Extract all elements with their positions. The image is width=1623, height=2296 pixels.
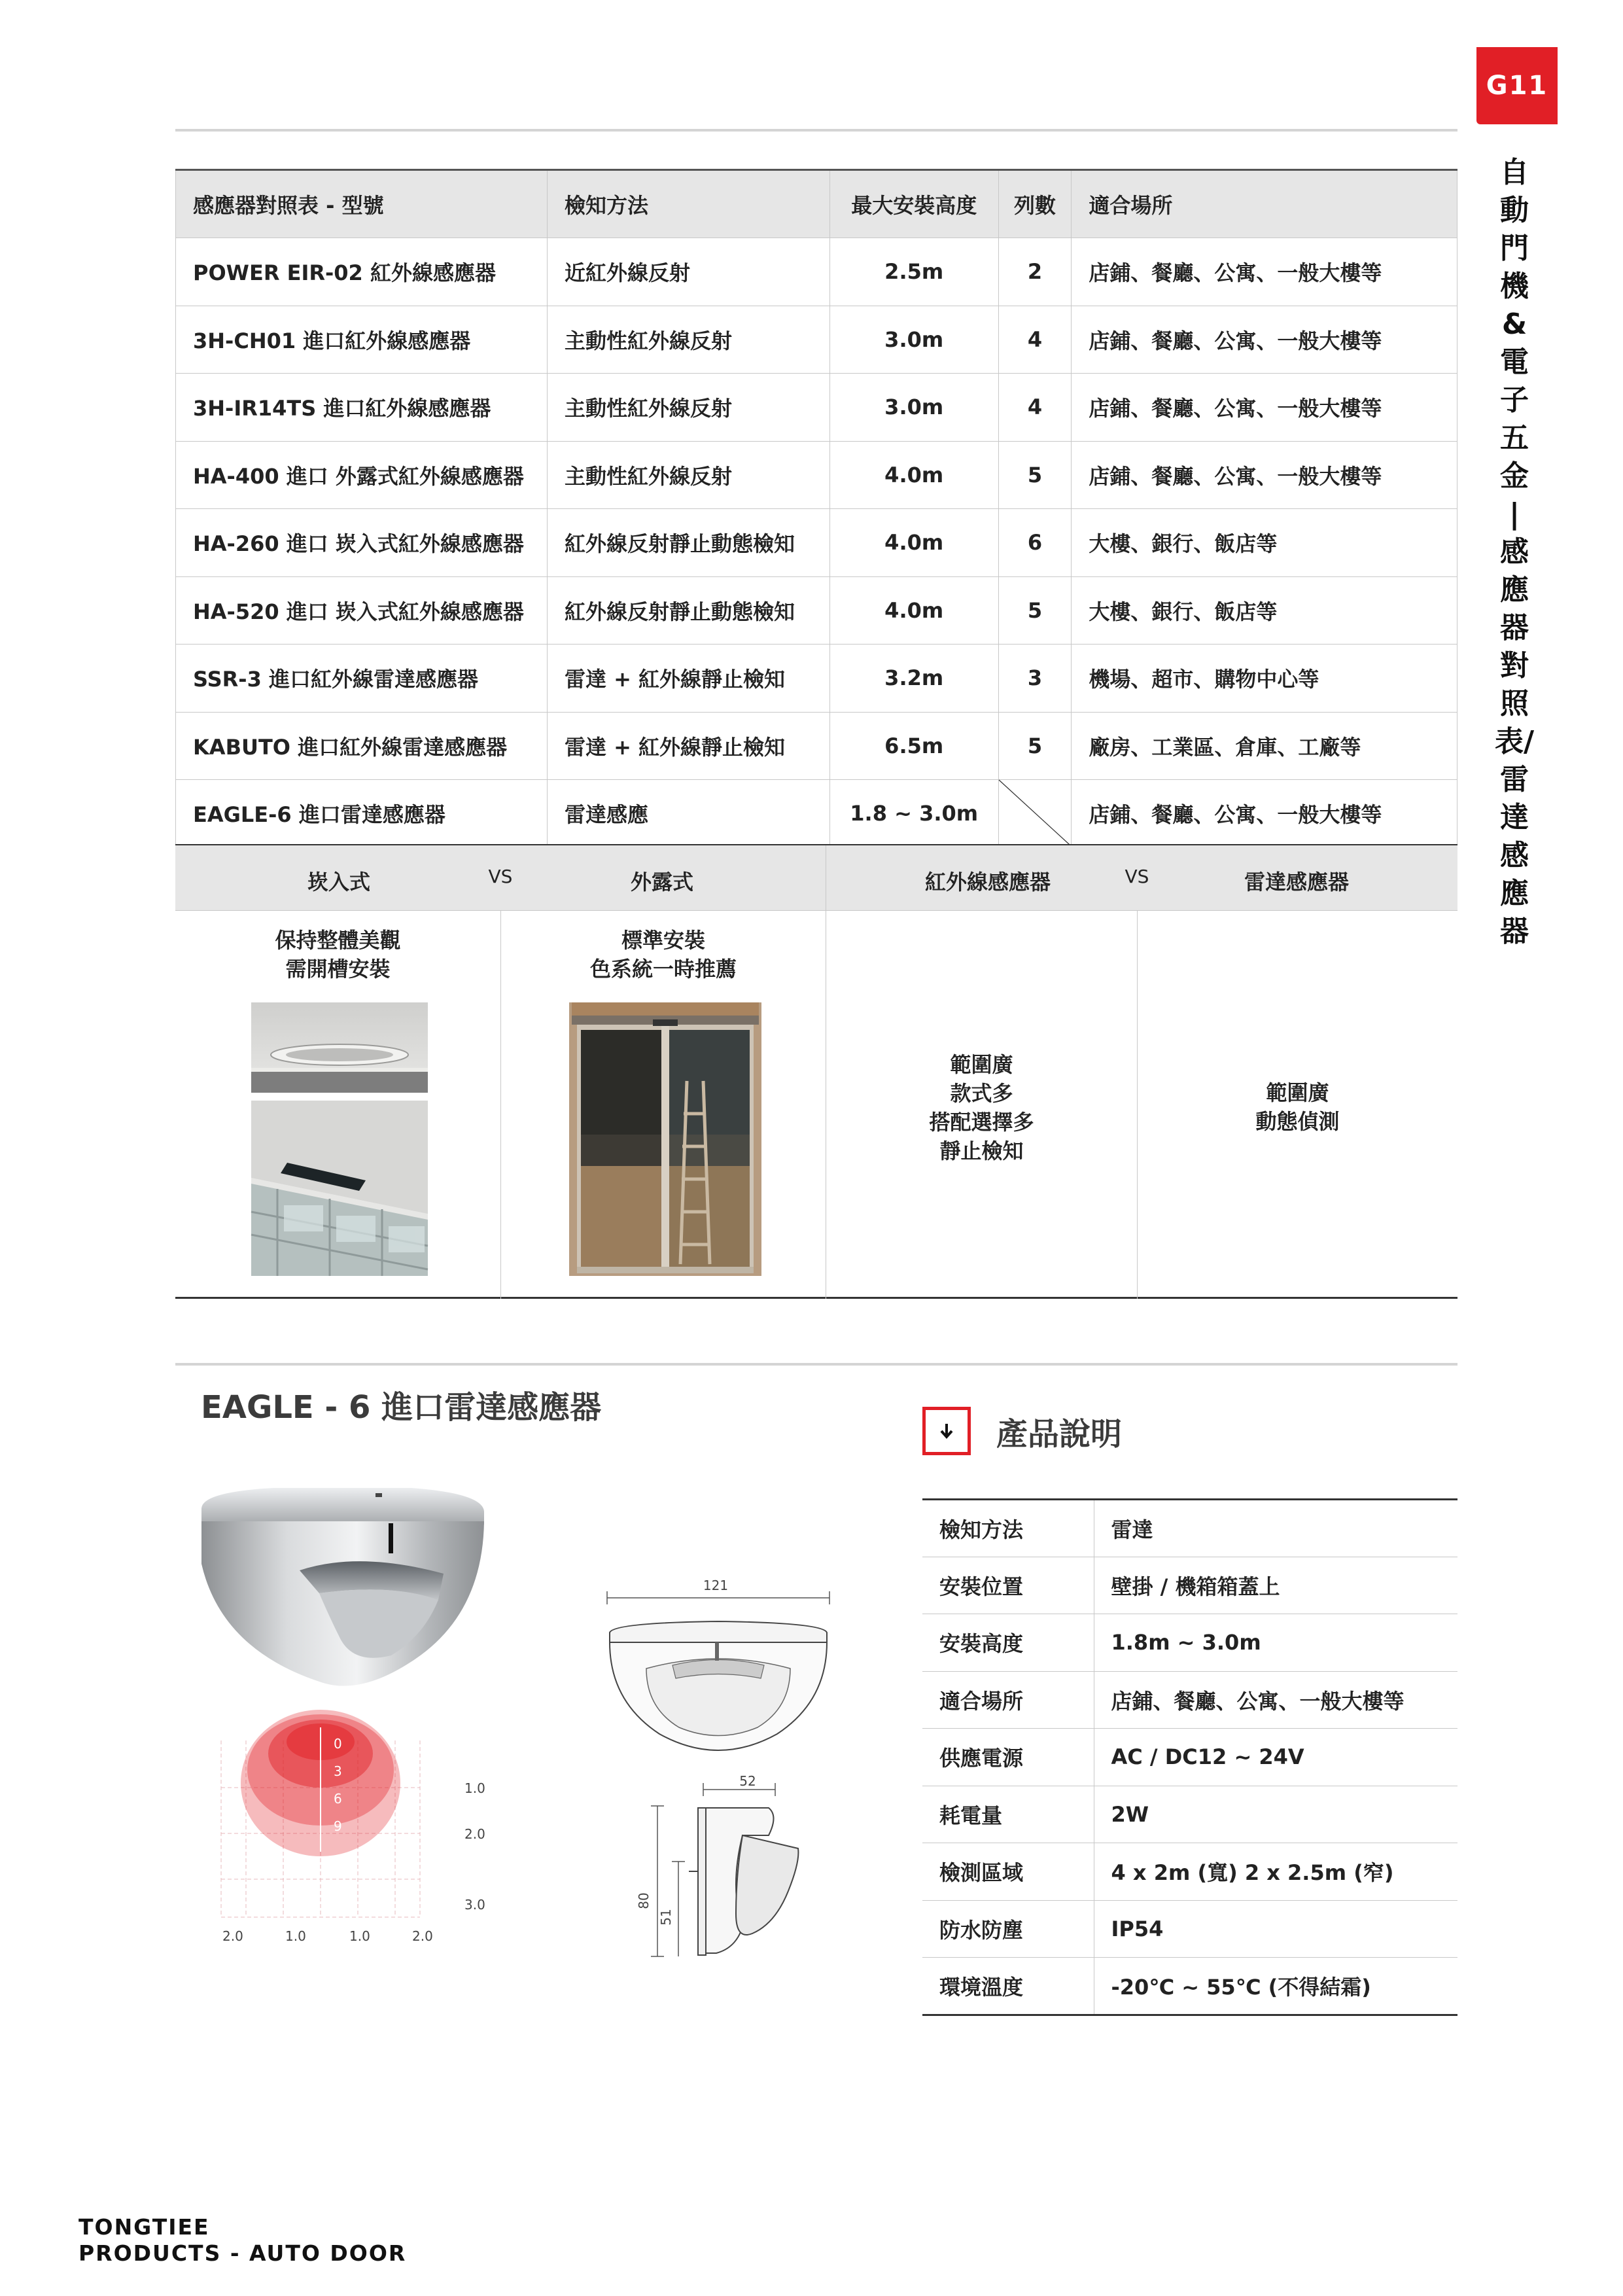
cell-places: 店鋪、餐廳、公寓、一般大樓等 (1072, 441, 1457, 509)
front-dimension-drawing (601, 1577, 837, 1767)
cell-rows: 3 (998, 645, 1072, 713)
cell-rows-empty (998, 780, 1072, 848)
cell-method: 近紅外線反射 (547, 238, 829, 306)
infrared-desc: 範圍廣 款式多 搭配選擇多 靜止檢知 (929, 1052, 1034, 1163)
cell-model: KABUTO 進口紅外線雷達感應器 (176, 712, 548, 780)
footer-line-1: TONGTIEE (79, 2214, 210, 2240)
section-divider (175, 1363, 1457, 1366)
x-tick: 2.0 (412, 1928, 433, 1944)
header-places: 適合場所 (1072, 170, 1457, 238)
cell-method: 主動性紅外線反射 (547, 374, 829, 442)
cell-model: POWER EIR-02 紅外線感應器 (176, 238, 548, 306)
cell-method: 主動性紅外線反射 (547, 441, 829, 509)
spec-value: IP54 (1094, 1900, 1457, 1958)
spec-label: 環境溫度 (922, 1958, 1094, 2015)
cell-model: HA-400 進口 外露式紅外線感應器 (176, 441, 548, 509)
x-tick: 1.0 (285, 1928, 306, 1944)
dim-height-body: 51 (658, 1909, 674, 1926)
spec-title: 產品說明 (996, 1416, 1123, 1453)
spec-label: 安裝位置 (922, 1557, 1094, 1614)
cell-method: 紅外線反射靜止動態檢知 (547, 576, 829, 645)
y-tick: 1.0 (464, 1780, 485, 1796)
detection-area-chart (208, 1727, 483, 1943)
cell-model: HA-260 進口 崁入式紅外線感應器 (176, 509, 548, 577)
cell-method: 雷達感應 (547, 780, 829, 848)
cell-places: 店鋪、餐廳、公寓、一般大樓等 (1072, 306, 1457, 374)
spec-table (922, 1498, 1457, 2016)
spec-value: 店鋪、餐廳、公寓、一般大樓等 (1094, 1671, 1457, 1729)
header-method: 檢知方法 (547, 170, 829, 238)
angle-label: 3 (334, 1763, 342, 1779)
product-title: EAGLE - 6 進口雷達感應器 (201, 1389, 602, 1426)
side-dimension-drawing (636, 1773, 821, 1966)
spec-value: AC / DC12 ~ 24V (1094, 1729, 1457, 1786)
cell-model: HA-520 進口 崁入式紅外線感應器 (176, 576, 548, 645)
radar-desc: 範圍廣 動態偵測 (1255, 1080, 1340, 1134)
cell-height: 4.0m (829, 441, 998, 509)
spec-value: 2W (1094, 1786, 1457, 1843)
cell-places: 大樓、銀行、飯店等 (1072, 509, 1457, 577)
header-height: 最大安裝高度 (829, 170, 998, 238)
cell-model: 3H-IR14TS 進口紅外線感應器 (176, 374, 548, 442)
header-model: 感應器對照表 - 型號 (176, 170, 548, 238)
cell-height: 3.0m (829, 306, 998, 374)
angle-label: 0 (334, 1736, 342, 1752)
cell-places: 機場、超市、購物中心等 (1072, 645, 1457, 713)
table-row (176, 509, 1457, 577)
dim-height-total: 80 (636, 1892, 652, 1909)
cell-height: 6.5m (829, 712, 998, 780)
spec-value: 1.8m ~ 3.0m (1094, 1614, 1457, 1672)
footer-line-2: PRODUCTS - AUTO DOOR (79, 2240, 407, 2266)
header-rows: 列數 (998, 170, 1072, 238)
spec-value: 壁掛 / 機箱箱蓋上 (1094, 1557, 1457, 1614)
cell-height: 3.2m (829, 645, 998, 713)
angle-label: 6 (334, 1791, 342, 1807)
table-row (176, 374, 1457, 442)
dim-width-side: 52 (739, 1773, 756, 1789)
cell-method: 雷達 + 紅外線靜止檢知 (547, 645, 829, 713)
table-row (176, 712, 1457, 780)
cell-model: 3H-CH01 進口紅外線感應器 (176, 306, 548, 374)
spec-row (922, 1900, 1457, 1958)
cell-places: 店鋪、餐廳、公寓、一般大樓等 (1072, 780, 1457, 848)
table-header-row (176, 170, 1457, 238)
spec-row (922, 1614, 1457, 1672)
cell-rows: 5 (998, 441, 1072, 509)
x-tick: 2.0 (222, 1928, 243, 1944)
table-row (176, 441, 1457, 509)
spec-label: 適合場所 (922, 1671, 1094, 1729)
page-tag: G11 (1476, 47, 1558, 124)
y-tick: 2.0 (464, 1826, 485, 1842)
spec-label: 耗電量 (922, 1786, 1094, 1843)
exposed-door-photo (569, 1002, 761, 1276)
vs-label-right: VS (1125, 866, 1149, 887)
spec-value: 4 x 2m (寬) 2 x 2.5m (窄) (1094, 1843, 1457, 1901)
vs-label-left: VS (488, 866, 513, 887)
radar-label: 雷達感應器 (1244, 870, 1349, 894)
table-row (176, 306, 1457, 374)
infrared-label: 紅外線感應器 (924, 870, 1051, 894)
spec-label: 防水防塵 (922, 1900, 1094, 1958)
cell-height: 1.8 ~ 3.0m (829, 780, 998, 848)
exposed-label: 外露式 (630, 870, 693, 894)
spec-row (922, 1671, 1457, 1729)
cell-height: 4.0m (829, 576, 998, 645)
cell-method: 雷達 + 紅外線靜止檢知 (547, 712, 829, 780)
cell-rows: 6 (998, 509, 1072, 577)
table-row (176, 780, 1457, 848)
cell-height: 2.5m (829, 238, 998, 306)
footer-brand (79, 2214, 406, 2267)
cell-places: 大樓、銀行、飯店等 (1072, 576, 1457, 645)
spec-value: 雷達 (1094, 1500, 1457, 1557)
spec-label: 檢知方法 (922, 1500, 1094, 1557)
cell-places: 廠房、工業區、倉庫、工廠等 (1072, 712, 1457, 780)
table-row (176, 645, 1457, 713)
cell-rows: 4 (998, 374, 1072, 442)
table-row (176, 238, 1457, 306)
embedded-header-photo (251, 1101, 428, 1276)
cell-model: SSR-3 進口紅外線雷達感應器 (176, 645, 548, 713)
cell-rows: 5 (998, 576, 1072, 645)
spec-row (922, 1500, 1457, 1557)
spec-label: 安裝高度 (922, 1614, 1094, 1672)
comparison-table (175, 169, 1457, 849)
spec-label: 檢測區域 (922, 1843, 1094, 1901)
x-tick: 1.0 (349, 1928, 370, 1944)
spec-value: -20℃ ~ 55℃ (不得結霜) (1094, 1958, 1457, 2015)
spec-row (922, 1786, 1457, 1843)
cell-places: 店鋪、餐廳、公寓、一般大樓等 (1072, 238, 1457, 306)
embedded-label: 崁入式 (307, 870, 370, 894)
spec-row (922, 1958, 1457, 2015)
top-divider (175, 129, 1457, 132)
cell-rows: 4 (998, 306, 1072, 374)
spec-row (922, 1843, 1457, 1901)
cell-method: 紅外線反射靜止動態檢知 (547, 509, 829, 577)
cell-method: 主動性紅外線反射 (547, 306, 829, 374)
embedded-desc: 保持整體美觀 需開槽安裝 (275, 928, 401, 981)
table-row (176, 576, 1457, 645)
diagonal-slash (999, 780, 1072, 847)
y-tick: 3.0 (464, 1897, 485, 1913)
embedded-sensor-photo (251, 1002, 428, 1093)
cell-rows: 2 (998, 238, 1072, 306)
down-arrow-icon (922, 1407, 971, 1455)
dim-width-top: 121 (703, 1578, 729, 1593)
spec-row (922, 1557, 1457, 1614)
exposed-desc: 標準安裝 色系統一時推薦 (589, 928, 737, 981)
angle-label: 9 (334, 1818, 342, 1834)
cell-height: 3.0m (829, 374, 998, 442)
cell-rows: 5 (998, 712, 1072, 780)
spec-label: 供應電源 (922, 1729, 1094, 1786)
product-photo (195, 1485, 489, 1704)
cell-height: 4.0m (829, 509, 998, 577)
side-title: 自動門機&電子五金 | 感應器對照表/雷達感應器 (1495, 156, 1535, 948)
cell-places: 店鋪、餐廳、公寓、一般大樓等 (1072, 374, 1457, 442)
cell-model: EAGLE-6 進口雷達感應器 (176, 780, 548, 848)
spec-row (922, 1729, 1457, 1786)
